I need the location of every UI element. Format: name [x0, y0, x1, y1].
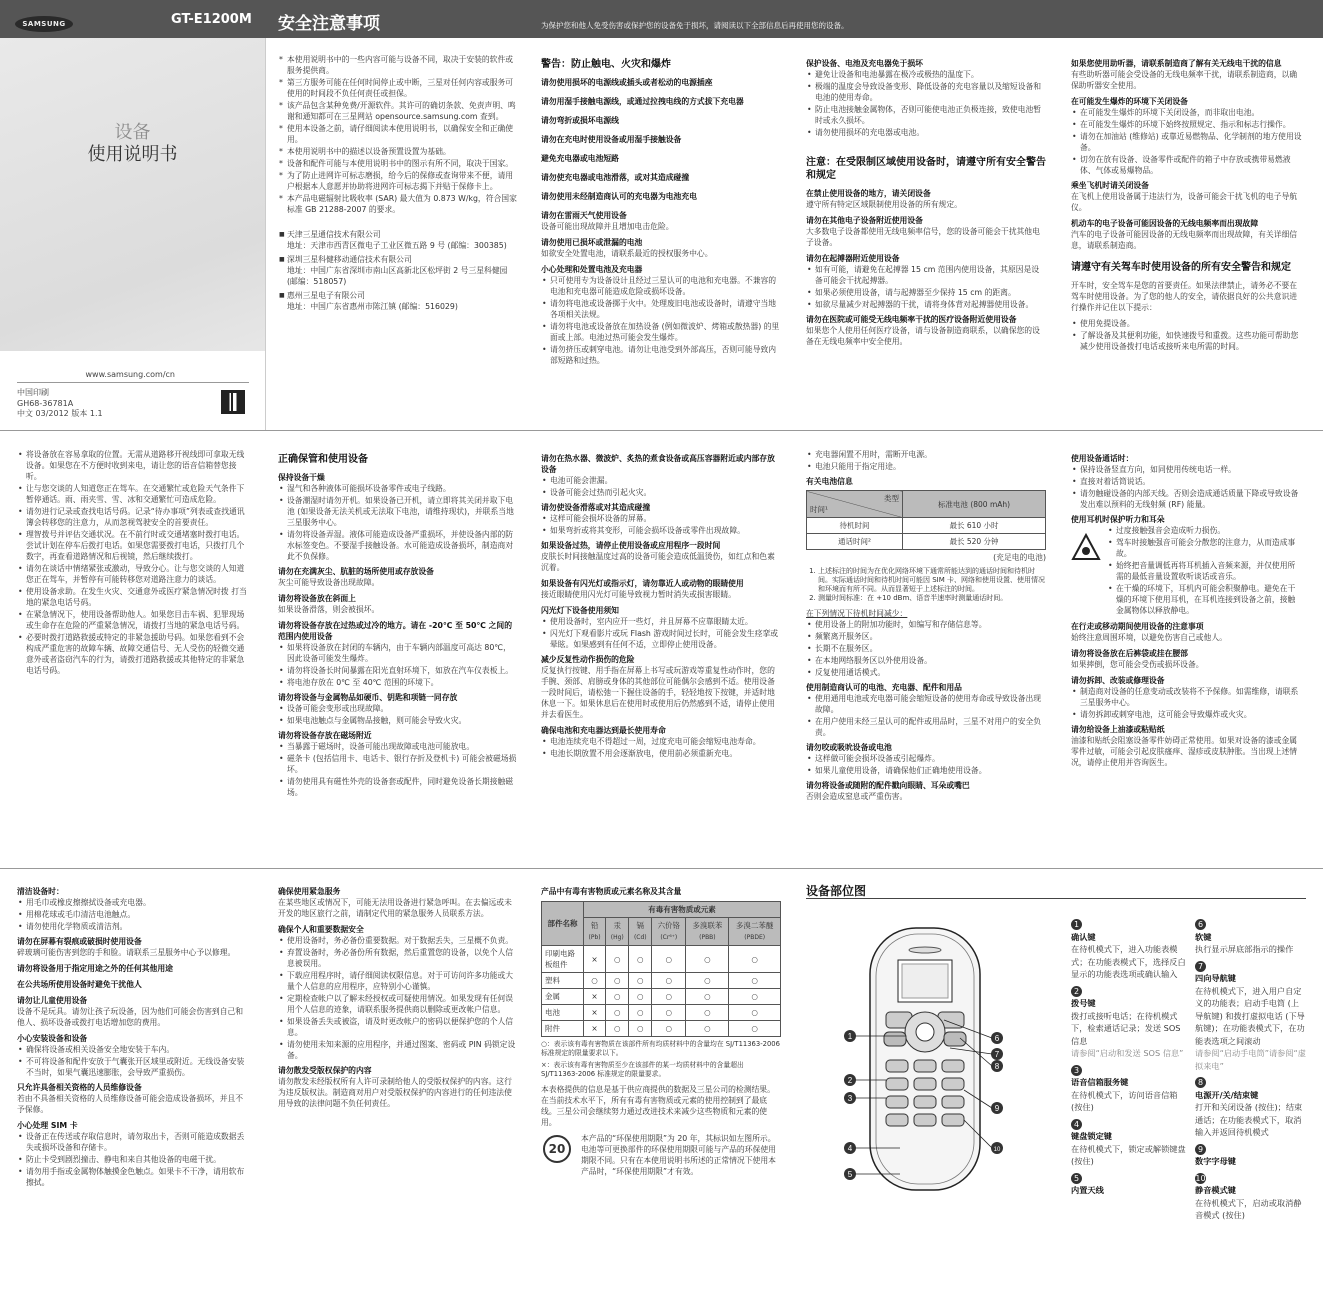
part-desc: 打开和关闭设备 (按住)；结束通话；在功能表模式下，取消输入并返回待机模式: [1195, 1102, 1303, 1137]
list-item: • 设备正在传送或存取信息时，请勿取出卡，否则可能造成数据丢失或损坏设备和存储卡。: [17, 1131, 249, 1153]
list-item: • 请勿将设备长时间暴露在阳光直射环境下，如放在汽车仪表板上。: [278, 665, 518, 676]
warning-column: 警告：防止触电、火灾和爆炸 请勿使用损坏的电源线或插头或者松动的电源插座 请勿用湿手接触电源线，或通过拉拽电线的方式拔下充电器 请勿弯折或损坏电源线 请勿在充电时使用设备或用湿手接触设备 避免充电器或电池短路 请勿使充电器或电池滑落，或对其造成碰撞 请勿使用未经制造商认可的充电器为电池充电 请勿在雷雨天气使用设备 设备可能出现故障并且增加电击危险。 请勿使用已损坏或泄漏的电池 如欲安全处置电池，请联系最近的授权服务中心。 小心处理和处置电池及充电器 • 只可使用专为设备设计且经过三星认可的电池和充电器。不兼容的电池和充电器可能造成危险或损坏设备。 • 请勿将电池或设备掷于火中。处理废旧电池或设备时，请遵守当地各项相关法规。 • 请勿将电池或设备放在加热设备 (例如微波炉、烤箱或散热器) 的里面或上部。电池过热可能会发生爆炸。 • 请勿挤压或刺穿电池。请勿让电池受到外部高压，否则可能导致内部短路和过热。: [541, 54, 781, 367]
part-number: 6: [1195, 919, 1206, 930]
warning-item: 请勿弯折或损坏电源线: [541, 116, 619, 125]
cover-panel: [0, 20, 265, 430]
list-item: • 在用户使用未经三星认可的配件或用品时，三星不对用户的安全负责。: [806, 716, 1046, 738]
part-desc: 拨打或接听电话；在待机模式下，检索通话记录；发送 SOS 信息: [1071, 1010, 1181, 1046]
list-item: • 保持设备竖直方向，如同使用传统电话一样。: [1071, 464, 1303, 475]
svg-text:2: 2: [847, 1076, 853, 1085]
table-row: 待机时间 最长 610 小时: [807, 518, 1046, 534]
part-desc: 执行显示屏底部指示的操作: [1195, 944, 1294, 954]
list-item: • 如果将设备放在封闭的车辆内，由于车辆内部温度可高达 80℃，因此设备可能发生爆炸。: [278, 642, 518, 664]
divider: [806, 898, 1306, 899]
list-item: • 频繁离开服务区。: [806, 631, 1046, 642]
part-item: [1071, 981, 1186, 1060]
list-item: • 只可使用专为设备设计且经过三星认可的电池和充电器。不兼容的电池和充电器可能造成危险或损坏设备。: [541, 275, 781, 297]
website-url[interactable]: www.samsung.com/cn: [85, 370, 175, 379]
list-item: • 下载应用程序时，请仔细阅读权限信息。对于可访问许多功能或大量个人信息的应用程序，应特别小心谨慎。: [278, 970, 518, 992]
list-item: • 使用免提设备。: [1071, 318, 1303, 329]
company-list: [278, 229, 518, 312]
list-item: • 湿气和各种液体可能损坏设备零件或电子线路。: [278, 483, 518, 494]
list-item: • 请勿在谈话中情绪紧张或激动，导致分心。让与您交谈的人知道您正在驾车，并暂停有可能转移您对道路注意力的谈话。: [17, 563, 249, 585]
table-row: 电池 × ○ ○ ○ ○ ○: [542, 1005, 781, 1021]
list-item: • 如果弯折或将其变形，可能会损坏设备或零件出现故障。: [541, 525, 781, 536]
part-item: [1195, 914, 1307, 956]
hazard-table: 部件名称 有毒有害物质或元素 铅 (Pb) 汞 (Hg) 镉 (Cd) 六价铬 (Cr⁶⁺) 多溴联苯 (PBB) 多溴二苯醚 (PBDE) 印刷电路板组件 × ○ ○ ○ ○ ○ 塑料 ○ ○ ○ ○ ○ ○ 金属 × ○ ○ ○ ○ ○ 电池 × ○ ○ ○ ○ ○ 附件 × ○ ○ ○ ○ ○: [541, 901, 781, 1037]
list-item: • 闪光灯下观看影片或玩 Flash 游戏时间过长时，可能会发生痉挛或晕眩。如果感到有任何不适，立即停止使用设备。: [541, 628, 781, 650]
parts-list-left: [1071, 914, 1186, 1197]
care-column: 正确保管和使用设备 保持设备干燥 • 湿气和各种液体可能损坏设备零件或电子线路。 • 设备潮湿时请勿开机。如果设备已开机，请立即将其关闭并取下电池 (如果设备无法关机或无法取下电池，请维持现状)，并联系当地三星服务中心。 • 请勿将设备弄湿。液体可能造成设备严重损坏，并使设备内部的防水标签变色。不要湿手接触设备。水可能造成设备损坏，制造商对此不负保修。 请勿在充满灰尘、肮脏的场所使用或存放设备 灰尘可能导致设备出现故障。 请勿将设备放在斜面上 如果设备滑落，则会被损坏。 请勿将设备存放在过热或过冷的地方。请在 -20℃ 至 50℃ 之间的范围内使用设备 • 如果将设备放在封闭的车辆内，由于车辆内部温度可高达 80℃，因此设备可能发生爆炸。 • 请勿将设备长时间暴露在阳光直射环境下，如放在汽车仪表板上。 • 将电池存放在 0℃ 至 40℃ 范围的环境下。 请勿将设备与金属物品如硬币、钥匙和项链一同存放 • 设备可能会变形或出现故障。 • 如果电池触点与金属物品接触，则可能会导致火灾。 请勿将设备存放在磁场附近 • 当暴露于磁场时，设备可能出现故障或电池可能放电。 • 磁条卡 (包括信用卡、电话卡、银行存折及登机卡) 可能会被磁场损坏。 • 请勿使用具有磁性外壳的设备套或配件，同时避免设备长期接触磁场。: [278, 449, 518, 799]
layout-title: 设备部位图: [806, 884, 867, 898]
warning-item: 请勿使用未经制造商认可的充电器为电池充电: [541, 192, 697, 201]
list-item: • 使用设备上的附加功能时，如编写和存储信息等。: [806, 619, 1046, 630]
manual-title-1: 设备: [114, 122, 151, 143]
hazard-column: 产品中有毒有害物质或元素名称及其含量 部件名称 有毒有害物质或元素 铅 (Pb) 汞 (Hg) 镉 (Cd) 六价铬 (Cr⁶⁺) 多溴联苯 (PBB) 多溴二苯醚 (PBDE) 印刷电路板组件 × ○ ○ ○ ○ ○ 塑料 ○ ○ ○ ○ ○ ○ 金属 × ○ ○ ○ ○ ○ 电池 × ○ ○ ○ ○ ○ 附件 × ○ ○ ○ ○ ○ ○：表示该有毒有害物质在该部件所有均质材料中的含量均在 SJ/T11363-2006 标准规定的限量要求以下。 ×：表示该有毒有害物质至少在该部件的某一均质材料中的含量超出 SJ/T11363-2006 标准规定的限量要求。 本表格提供的信息是基于供应商提供的数据及三星公司的检测结果。在当前技术水平下，所有有毒有害物质或元素的使用控制到了最底线。三星公司会继续努力通过改进技术来减少这些物质和元素的使用。 20 本产品的“环保使用期限”为 20 年，其标识如左图所示。电池等可更换部件的环保使用期限可能与产品的环保使用期限不同。只有在本使用说明书所述的正常情况下使用本产品时，“环保使用期限”才有效。: [541, 887, 780, 1176]
table-row: 附件 × ○ ○ ○ ○ ○: [542, 1021, 781, 1037]
company-item: ■ 天津三星通信技术有限公司 地址：天津市西青区微电子工业区微五路 9 号 (邮编：300385): [278, 229, 518, 251]
part-name: 键盘锁定键: [1071, 1131, 1112, 1141]
list-item: • 请勿将电池或设备掷于火中。处理废旧电池或设备时，请遵守当地各项相关法规。: [541, 298, 781, 320]
part-ref: 请参阅“启动和发送 SOS 信息”: [1071, 1048, 1184, 1058]
part-name: 静音模式键: [1195, 1185, 1236, 1195]
column-header: 多溴二苯醚 (PBDE): [729, 918, 781, 946]
header-bar: [0, 0, 1323, 38]
part-name: 内置天线: [1071, 1185, 1104, 1195]
list-item: • 如果设备丢失或被盗，请及时更改帐户的密码以便保护您的个人信息。: [278, 1016, 518, 1038]
part-name: 语音信箱服务键: [1071, 1077, 1129, 1087]
parts-list-right: [1195, 914, 1307, 1222]
part-desc: 在待机模式下，锁定或解锁键盘 (按住): [1071, 1143, 1186, 1166]
list-item: • 在本地网络服务区以外使用设备。: [806, 655, 1046, 666]
part-desc: 在待机模式下，访问语音信箱 (按住): [1071, 1089, 1178, 1112]
warning-item: 避免充电器或电池短路: [541, 154, 619, 163]
list-item: • 请勿使用具有磁性外壳的设备套或配件，同时避免设备长期接触磁场。: [278, 776, 518, 798]
cleaning-column: 清洁设备时： • 用毛巾或橡皮擦擦拭设备或充电器。 • 用棉花球或毛巾清洁电池触点。 • 请勿使用化学物质或清洁剂。 请勿在屏幕有裂痕或破损时使用设备 碎玻璃可能伤害到您的手和脸。请联系三星服务中心予以修理。 请勿将设备用于指定用途之外的任何其他用途 在公共场所使用设备时避免干扰他人 请勿让儿童使用设备 设备不是玩具。请勿让孩子玩设备，因为他们可能会伤害到自己和他人、损坏设备或拨打电话增加您的费用。 小心安装设备和设备 • 确保将设备或相关设备安全地安装于车内。 • 不可将设备和配件安放于气囊张开区域里或附近。无线设备安装不当时，如果气囊迅速膨胀，会导致严重损伤。 只允许具备相关资格的人员维修设备 若由不具备相关资格的人员维修设备可能会造成设备损坏，并且不予保修。 小心处理 SIM 卡 • 设备正在传送或存取信息时，请勿取出卡，否则可能造成数据丢失或损坏设备和存储卡。 • 防止卡受到剧烈撞击、静电和来自其他设备的电磁干扰。 • 请勿用手指或金属物体触摸金色触点。如果卡不干净，请用软布擦拭。: [17, 882, 249, 1189]
list-item: • 请勿挤压或刺穿电池。请勿让电池受到外部高压，否则可能导致内部短路和过热。: [541, 344, 781, 366]
list-item: • 使用设备求助。在发生火灾、交通意外或医疗紧急情况时拨 打当地的紧急电话号码。: [17, 586, 249, 608]
svg-text:3: 3: [847, 1094, 853, 1103]
call-column: 使用设备通话时： • 保持设备竖直方向，如同使用传统电话一样。 • 直接对着话筒说话。 • 请勿触碰设备的内部天线。否则会造成通话质量下降或导致设备发出难以预料的无线射频 (RF) 能量。 使用耳机时保护听力和耳朵 • 过度接触强音会造成听力损伤。 • 驾车时接触强音可能会分散您的注意力，从而造成事故。 • 始终把音量调低再将耳机插入音频来源，并仅使用所需的最低音量设置收听谈话或音乐。 • 在干燥的环境下，耳机内可能会积聚静电。避免在干燥的环境下使用耳机，在耳机连接到设备之前，接触金属物体以释放静电。 在行走或移动期间使用设备的注意事项 始终注意周围环境，以避免伤害自己或他人。 请勿将设备放在后裤袋或挂在腰部 如果摔倒，您可能会受伤或损坏设备。 请勿拆卸、改装或修理设备 • 制造商对设备的任意变动或改装将不予保修。如需维修，请联系三星服务中心。 • 请勿拆卸或刺穿电池，这可能会导致爆炸或火灾。 请勿给设备上油漆或粘贴纸 油漆和贴纸会阻塞设备零件妨碍正常使用。如果对设备的漆或金属零件过敏，可能会引起皮肤瘙痒、湿疹或皮肤肿胀。当出现上述情况，请停止使用并咨询医生。: [1071, 449, 1303, 773]
driving-tips-list: [17, 449, 249, 676]
part-item: [1195, 956, 1307, 1073]
table-row: 金属 × ○ ○ ○ ○ ○: [542, 989, 781, 1005]
warning-item: 请勿使充电器或电池滑落，或对其造成碰撞: [541, 173, 690, 182]
part-name: 软键: [1195, 931, 1212, 942]
list-item: • 防止卡受到剧烈撞击、静电和来自其他设备的电磁干扰。: [17, 1154, 249, 1165]
list-item: * 本使用说明书中的一些内容可能与设备不同，取决于安装的软件或服务提供商。: [278, 54, 518, 76]
list-item: • 设备可能会变形或出现故障。: [278, 703, 518, 714]
list-item: • 当暴露于磁场时，设备可能出现故障或电池可能放电。: [278, 741, 518, 752]
list-item: • 使用设备时，务必备份重要数据。对于数据丢失，三星概不负责。: [278, 935, 518, 946]
list-item: • 理智拨号并评估交通状况。在不前行时或交通堵塞时拨打电话。尝试计划在停车后拨打电话。如果您需要拨打电话，只拨打几个数字，再查看道路情况和后视镜，然后继续拨打。: [17, 529, 249, 562]
list-item: * 设备和配件可能与本使用说明书中的图示有所不同，取决于国家。: [278, 158, 518, 169]
part-ref: 请参阅“启动手电筒”请参阅“虚拟来电”: [1195, 1048, 1306, 1071]
divider: [265, 38, 266, 430]
list-item: • 避免让设备和电池暴露在极冷或极热的温度下。: [806, 69, 1046, 80]
part-name: 确认键: [1071, 931, 1096, 942]
battery-table: 类型 时间¹ 标准电池 (800 mAh) 待机时间 最长 610 小时 通话时间² 最长 520 分钟: [806, 490, 1046, 550]
part-desc: 在待机模式下，进入用户自定义的功能表；启动手电筒 (上导航键) 和拨打虚拟电话 (下导航键)；在功能表模式下，在功能表选项之间滚动: [1195, 985, 1305, 1046]
list-item: • 将设备放在容易拿取的位置。无需从道路移开视线即可拿取无线设备。如果您在不方便时收到来电，请让您的语音信箱替您接听。: [17, 449, 249, 482]
part-number: 1: [1071, 919, 1082, 930]
pacemaker-list: [806, 264, 1046, 310]
protect-column: 保护设备、电池及充电器免于损坏 • 避免让设备和电池暴露在极冷或极热的温度下。 • 极端的温度会导致设备变形、降低设备的充电容量以及缩短设备和电池的使用寿命。 • 防止电池接触金属物体，否则可能使电池正负极连接，致使电池暂时或永久损坏。 • 请勿使用损坏的充电器或电池。 注意：在受限制区域使用设备时，请遵守所有安全警告和规定 在禁止使用设备的地方，请关闭设备 遵守所有特定区域限制使用设备的所有规定。 请勿在其他电子设备附近使用设备 大多数电子设备都使用无线电频率信号，您的设备可能会干扰其他电子设备。 请勿在起搏器附近使用设备 • 如有可能，请避免在起搏器 15 cm 范围内使用设备，其原因是设备可能会干扰起搏器。 • 如果必须使用设备，请与起搏器至少保持 15 cm 的距离。 • 如欲尽量减少对起搏器的干扰，请将身体背对起搏器使用设备。 请勿在医院或可能受无线电频率干扰的医疗设备附近使用设备 如果您个人使用任何医疗设备，请与设备制造商联系，以确保您的设备在无线电频率中安全使用。: [806, 54, 1046, 352]
list-item: • 使用设备时，室内应开一些灯，并且屏幕不应靠眼睛太近。: [541, 616, 781, 627]
list-item: * 本使用说明书中的描述以设备预置设置为基础。: [278, 146, 518, 157]
list-item: • 定期检查帐户以了解未经授权或可疑使用情况。如果发现有任何误用个人信息的迹象，请联系服务提供商以删除或更改帐户信息。: [278, 993, 518, 1015]
column-header: 汞 (Hg): [606, 918, 629, 946]
battery-info-column: • 充电器闲置不用时，需断开电源。 • 电池只能用于指定用途。 有关电池信息 类型 时间¹ 标准电池 (800 mAh) 待机时间 最长 610 小时 通话时间² 最长 520 分钟 (充足电的电池) 1. 上述标注的时间为在优化网络环境下通常所能达到的通话时间和待机时间。实际通话时间和待机时间可能因 SIM 卡、网络和使用设置、使用情况和环境而有所不同。从而显著短于上述标注的时间。 2. 测量时间标准：在 +10 dBm、语音半速率时测量通话时间。 在下列情况下待机时间减少： • 使用设备上的附加功能时，如编写和存储信息等。 • 频繁离开服务区。 • 长期不在服务区。 • 在本地网络服务区以外使用设备。 • 反复使用通话模式。 使用制造商认可的电池、充电器、配件和用品 • 使用通用电池或充电器可能会缩短设备的使用寿命或导致设备出现故障。 • 在用户使用未经三星认可的配件或用品时，三星不对用户的安全负责。 请勿咬或吸吮设备或电池 • 这样做可能会损坏设备或引起爆炸。 • 如果儿童使用设备，请确保他们正确地使用设备。 请勿将设备或随附的配件戳向眼睛、耳朵或嘴巴 否则会造成窒息或严重伤害。: [806, 449, 1046, 807]
part-number: 2: [1071, 986, 1082, 997]
company-item: ■ 深圳三星科健移动通信技术有限公司 地址：中国广东省深圳市南山区高新北区松坪街 2 号三星科健园 (邮编：518057): [278, 254, 518, 287]
list-item: • 使用通用电池或充电器可能会缩短设备的使用寿命或导致设备出现故障。: [806, 693, 1046, 715]
list-item: • 如果儿童使用设备，请确保他们正确地使用设备。: [806, 765, 1046, 776]
part-number: 8: [1195, 1077, 1206, 1088]
part-item: [1071, 1168, 1186, 1197]
list-item: • 始终把音量调低再将耳机插入音频来源，并仅使用所需的最低音量设置收听谈话或音乐。: [1107, 560, 1303, 582]
list-item: • 驾车时接触强音可能会分散您的注意力，从而造成事故。: [1107, 537, 1303, 559]
list-item: • 充电器闲置不用时，需断开电源。: [806, 449, 1046, 460]
list-item: • 请勿拆卸或刺穿电池，这可能会导致爆炸或火灾。: [1071, 709, 1303, 720]
notes-column: [278, 54, 518, 315]
list-item: • 请勿在加油站 (维修站) 或靠近易燃物品、化学制剂的地方使用设备。: [1071, 131, 1303, 153]
list-item: • 电池只能用于指定用途。: [806, 461, 1046, 472]
list-item: • 请勿使用未知来源的应用程序，并通过图案、密码或 PIN 码锁定设备。: [278, 1039, 518, 1061]
print-info: 中国印刷 GH68-36781A 中文 03/2012 版本 1.1: [17, 388, 103, 418]
warning-item: 请勿使用损坏的电源线或插头或者松动的电源插座: [541, 78, 713, 87]
column-header: 铅 (Pb): [584, 918, 606, 946]
list-item: • 如有可能，请避免在起搏器 15 cm 范围内使用设备，其原因是设备可能会干扰起搏器。: [806, 264, 1046, 286]
part-name: 四向导航键: [1195, 973, 1236, 983]
qr-code-icon: [221, 390, 245, 414]
divider: [17, 382, 249, 383]
list-item: * 使用本设备之前，请仔细阅读本使用说明书，以确保安全和正确使用。: [278, 123, 518, 145]
list-item: • 如果电池触点与金属物品接触，则可能会导致火灾。: [278, 715, 518, 726]
table-row: 通话时间² 最长 520 分钟: [807, 534, 1046, 550]
model-number: GT-E1200M: [171, 12, 252, 27]
list-item: • 电池长期放置不用会逐渐放电，使用前必须重新充电。: [541, 748, 781, 759]
column-header: 镉 (Cd): [629, 918, 652, 946]
list-item: • 请勿使用损坏的充电器或电池。: [806, 127, 1046, 138]
list-item: • 用棉花球或毛巾清洁电池触点。: [17, 909, 249, 920]
svg-text:10: 10: [993, 1147, 1001, 1153]
list-item: • 防止电池接触金属物体，否则可能使电池正负极连接，致使电池暂时或永久损坏。: [806, 104, 1046, 126]
table-row: 塑料 ○ ○ ○ ○ ○ ○: [542, 973, 781, 989]
list-item: • 电池可能会泄漏。: [541, 475, 781, 486]
list-item: • 设备可能会过热而引起火灾。: [541, 487, 781, 498]
part-item: [1071, 1060, 1186, 1114]
list-item: • 在可能发生爆炸的环境下关闭设备，而非取出电池。: [1071, 107, 1303, 118]
footnote: 2. 测量时间标准：在 +10 dBm、语音半速率时测量通话时间。: [818, 594, 1046, 603]
list-item: • 不可将设备和配件安放于气囊张开区域里或附近。无线设备安装不当时，如果气囊迅速膨胀，会导致严重损伤。: [17, 1056, 249, 1078]
svg-text:6: 6: [994, 1034, 1000, 1043]
part-number: 5: [1071, 1173, 1082, 1184]
explosion-list: [1071, 107, 1303, 176]
list-item: * 为了防止进网许可标志磨损，给今后的保修或查询带来不便，请用户根据本人意愿并协助将进网许可标志揭下并贴于保修卡上。: [278, 170, 518, 192]
epup-badge: 20: [541, 1133, 577, 1169]
list-item: * 该产品包含某种免费/开源软件。其许可的确切条款、免责声明、鸣谢和通知都可在三星网站 opensource.samsung.com 查到。: [278, 100, 518, 122]
list-item: • 设备潮湿时请勿开机。如果设备已开机，请立即将其关闭并取下电池 (如果设备无法关机或无法取下电池，请维持现状)，并联系当地三星服务中心。: [278, 495, 518, 528]
part-number: 7: [1195, 961, 1206, 972]
list-item: • 将电池存放在 0℃ 至 40℃ 范围的环境下。: [278, 677, 518, 688]
list-item: • 在可能发生爆炸的环境下始终按照规定、指示和标志行操作。: [1071, 119, 1303, 130]
part-name: 拨号键: [1071, 998, 1096, 1008]
list-item: • 请勿将电池或设备放在加热设备 (例如微波炉、烤箱或散热器) 的里面或上部。电池过热可能会发生爆炸。: [541, 321, 781, 343]
part-item: [1071, 1114, 1186, 1168]
svg-text:5: 5: [847, 1170, 853, 1179]
warning-icon: [1071, 533, 1101, 561]
warning-items: [541, 77, 781, 202]
warning-item: 请勿用湿手接触电源线，或通过拉拽电线的方式拔下充电器: [541, 97, 744, 106]
svg-text:8: 8: [994, 1062, 1000, 1071]
list-item: • 制造商对设备的任意变动或改装将不予保修。如需维修，请联系三星服务中心。: [1071, 686, 1303, 708]
list-item: • 请勿触碰设备的内部天线。否则会造成通话质量下降或导致设备发出难以预料的无线射频 (RF) 能量。: [1071, 488, 1303, 510]
part-desc: 在待机模式下，启动或取消静音模式 (按住): [1195, 1197, 1302, 1220]
notes-list: [278, 54, 518, 215]
divider: [0, 430, 1323, 431]
list-item: • 请勿进行记录或查找电话号码。记录“待办事项”列表或查找通讯簿会转移您的注意力，从而忽视驾驶安全的首要责任。: [17, 506, 249, 528]
list-item: • 确保将设备或相关设备安全地安装于车内。: [17, 1044, 249, 1055]
svg-text:9: 9: [994, 1104, 1000, 1113]
divider: [0, 868, 1323, 869]
list-item: • 用毛巾或橡皮擦擦拭设备或充电器。: [17, 897, 249, 908]
part-number: 3: [1071, 1065, 1082, 1076]
list-item: • 必要时拨打道路救援或特定的非紧急援助号码。如果您看到不会构成严重危害的故障车辆、故障交通信号、无人受伤的轻微交通意外或者盗窃汽车的行为，请拨打道路救援或其他特定的非紧急电话号码。: [17, 632, 249, 676]
samsung-logo: SAMSUNG: [15, 16, 73, 32]
list-item: • 长期不在服务区。: [806, 643, 1046, 654]
part-name: 数字字母键: [1195, 1156, 1236, 1166]
safety-subtitle: 为保护您和他人免受伤害或保护您的设备免于损坏，请阅读以下全部信息后再使用您的设备。: [541, 21, 849, 30]
part-item: [1071, 914, 1186, 981]
list-item: • 在紧急情况下，使用设备帮助他人。如果您目击车祸、犯罪现场或生命存在危险的严重紧急情况，请拨打当地的紧急电话号码。: [17, 609, 249, 631]
list-item: * 本产品电磁辐射比吸收率 (SAR) 最大值为 0.873 W/kg，符合国家标准 GB 21288-2007 的要求。: [278, 193, 518, 215]
list-item: • 这样可能会损坏设备的屏幕。: [541, 513, 781, 524]
part-number: 10: [1195, 1173, 1206, 1183]
battery-list: [541, 275, 781, 366]
list-item: • 电池连续充电不得超过一周，过度充电可能会缩短电池寿命。: [541, 736, 781, 747]
protect-list: [806, 69, 1046, 138]
list-item: • 请勿用手指或金属物体触摸金色触点。如果卡不干净，请用软布擦拭。: [17, 1166, 249, 1188]
safety-title: 安全注意事项: [278, 14, 380, 34]
list-item: • 磁条卡 (包括信用卡、电话卡、银行存折及登机卡) 可能会被磁场损坏。: [278, 753, 518, 775]
part-item: [1195, 1168, 1307, 1222]
manual-title-2: 使用说明书: [87, 144, 178, 165]
svg-text:4: 4: [847, 1144, 853, 1153]
company-item: ■ 惠州三星电子有限公司 地址：中国广东省惠州市陈江镇 (邮编：516029): [278, 290, 518, 312]
list-item: • 极端的温度会导致设备变形、降低设备的充电容量以及缩短设备和电池的使用寿命。: [806, 81, 1046, 103]
drive-list: [1071, 318, 1303, 352]
part-name: 电源开/关/结束键: [1195, 1089, 1259, 1100]
list-item: • 请勿使用化学物质或清洁剂。: [17, 921, 249, 932]
list-item: • 反复使用通话模式。: [806, 667, 1046, 678]
list-item: • 让与您交谈的人知道您正在驾车。在交通繁忙或危险天气条件下暂停通话。雨、雨夹雪、雪、冰和交通繁忙可造成危险。: [17, 483, 249, 505]
list-item: * 第三方服务可能在任何时间停止或中断，三星对任何内容或服务可使用的时间段不负任何责任或担保。: [278, 77, 518, 99]
hearing-column: 如果您使用助听器，请联系制造商了解有关无线电干扰的信息 有些助听器可能会受设备的无线电频率干扰，请联系制造商，以确保助听器安全使用。 在可能发生爆炸的环境下关闭设备 • 在可能发生爆炸的环境下关闭设备，而非取出电池。 • 在可能发生爆炸的环境下始终按照规定、指示和标志行操作。 • 请勿在加油站 (维修站) 或靠近易燃物品、化学制剂的地方使用设备。 • 切勿在放有设备、设备零件或配件的箱子中存放或携带易燃液体、气体或易爆物品。 乘坐飞机时请关闭设备 在飞机上使用设备属于违法行为，设备可能会干扰飞机的电子导航仪。 机动车的电子设备可能因设备的无线电频率而出现故障 汽车的电子设备可能因设备的无线电频率而出现故障，有关详细信息，请联系制造商。 请遵守有关驾车时使用设备的所有安全警告和规定 开车时，安全驾车是您的首要责任。如果法律禁止，请务必不要在驾车时使用设备。为了您的他人的安全，请依据良好的公共意识进行操作并记住以下提示： • 使用免提设备。 • 了解设备及其便利功能，如快速拨号和重拨。这些功能可帮助您减少使用设备拨打电话或接听来电所需的时间。: [1071, 54, 1303, 353]
part-number: 4: [1071, 1119, 1082, 1130]
driving-tips-column: [17, 449, 249, 677]
part-item: [1195, 1072, 1307, 1139]
phone-illustration: [840, 920, 1020, 1200]
warning-title: 警告：防止触电、火灾和爆炸: [541, 59, 671, 70]
list-item: • 在干燥的环境下，耳机内可能会积聚静电。避免在干燥的环境下使用耳机，在耳机连接到设备之前，接触金属物体以释放静电。: [1107, 583, 1303, 616]
list-item: • 请勿将设备弄湿。液体可能造成设备严重损坏，并使设备内部的防水标签变色。不要湿手接触设备。水可能造成设备损坏，制造商对此不负保修。: [278, 529, 518, 562]
footnote: 1. 上述标注的时间为在优化网络环境下通常所能达到的通话时间和待机时间。实际通话时间和待机时间可能因 SIM 卡、网络和使用设置、使用情况和环境而有所不同。从而显著短于上述标注的时间。: [818, 567, 1046, 594]
emergency-column: 确保使用紧急服务 在某些地区或情况下，可能无法用设备进行紧急呼叫。在去偏远或未开发的地区旅行之前，请制定代用的紧急服务人员联系方法。 确保个人和重要数据安全 • 使用设备时，务必备份重要数据。对于数据丢失，三星概不负责。 • 弃置设备时，务必备份所有数据，然后重置您的设备，以免个人信息被误用。 • 下载应用程序时，请仔细阅读权限信息。对于可访问许多功能或大量个人信息的应用程序，应特别小心谨慎。 • 定期检查帐户以了解未经授权或可疑使用情况。如果发现有任何误用个人信息的迹象，请联系服务提供商以删除或更改帐户信息。 • 如果设备丢失或被盗，请及时更改帐户的密码以便保护您的个人信息。 • 请勿使用未知来源的应用程序，并通过图案、密码或 PIN 码锁定设备。 请勿散发受版权保护的内容 请勿散发未经版权所有人许可录制给他人的受版权保护的内容。这行为违反版权法。制造商对用户对受版权保护的内容进行的任何违法使用导致的法律问题不负任何责任。: [278, 882, 518, 1114]
list-item: • 如欲尽量减少对起搏器的干扰，请将身体背对起搏器使用设备。: [806, 299, 1046, 310]
part-desc: 在待机模式下，进入功能表模式；在功能表模式下，选择反白显示的功能表选项或确认输入: [1071, 944, 1186, 979]
heat-column: 请勿在热水器、微波炉、炙热的煮食设备或高压容器附近或内部存放设备 • 电池可能会泄漏。 • 设备可能会过热而引起火灾。 请勿使设备滑落或对其造成碰撞 • 这样可能会损坏设备的屏幕。 • 如果弯折或将其变形，可能会损坏设备或零件出现故障。 如果设备过热，请停止使用设备或应用程序一段时间 皮肤长时间接触温度过高的设备可能会造成低温烫伤，如红点和色素沉着。 如果设备有闪光灯或指示灯，请勿靠近人或动物的眼睛使用 接近眼睛使用闪光灯可能导致视力暂时消失或损害眼睛。 闪光灯下设备使用须知 • 使用设备时，室内应开一些灯，并且屏幕不应靠眼睛太近。 • 闪光灯下观看影片或玩 Flash 游戏时间过长时，可能会发生痉挛或晕眩。如果感到有任何不适，立即停止使用设备。 减少反复性动作损伤的危险 反复执行按键、用手指在屏幕上书写或玩游戏等重复性动作时，您的手腕、颈部、肩膀或身体的其他部位可能偶尔会感到不适。使用设备一段时间后，请松弛一下握住设备的手，轻轻地按下按键，并适时地休息一下。如果休息后在使用时或使用后仍然感到不适，请停止使用并去看医生。 确保电池和充电器达到最长使用寿命 • 电池连续充电不得超过一周，过度充电可能会缩短电池寿命。 • 电池长期放置不用会逐渐放电，使用前必须重新充电。: [541, 449, 781, 760]
list-item: • 如果必须使用设备，请与起搏器至少保持 15 cm 的距离。: [806, 287, 1046, 298]
column-header: 多溴联苯 (PBB): [686, 918, 729, 946]
list-item: • 弃置设备时，务必备份所有数据，然后重置您的设备，以免个人信息被误用。: [278, 947, 518, 969]
table-row: 印刷电路板组件 × ○ ○ ○ ○ ○: [542, 946, 781, 973]
svg-text:7: 7: [994, 1050, 1000, 1059]
part-item: [1195, 1139, 1307, 1168]
column-header: 六价铬 (Cr⁶⁺): [652, 918, 686, 946]
list-item: • 过度接触强音会造成听力损伤。: [1107, 525, 1303, 536]
warning-item: 请勿在充电时使用设备或用湿手接触设备: [541, 135, 682, 144]
svg-text:1: 1: [847, 1032, 853, 1041]
list-item: • 了解设备及其便利功能，如快速拨号和重拨。这些功能可帮助您减少使用设备拨打电话或接听来电所需的时间。: [1071, 330, 1303, 352]
list-item: • 这样做可能会损坏设备或引起爆炸。: [806, 753, 1046, 764]
list-item: • 直接对着话筒说话。: [1071, 476, 1303, 487]
part-number: 9: [1195, 1144, 1206, 1155]
list-item: • 切勿在放有设备、设备零件或配件的箱子中存放或携带易燃液体、气体或易爆物品。: [1071, 154, 1303, 176]
